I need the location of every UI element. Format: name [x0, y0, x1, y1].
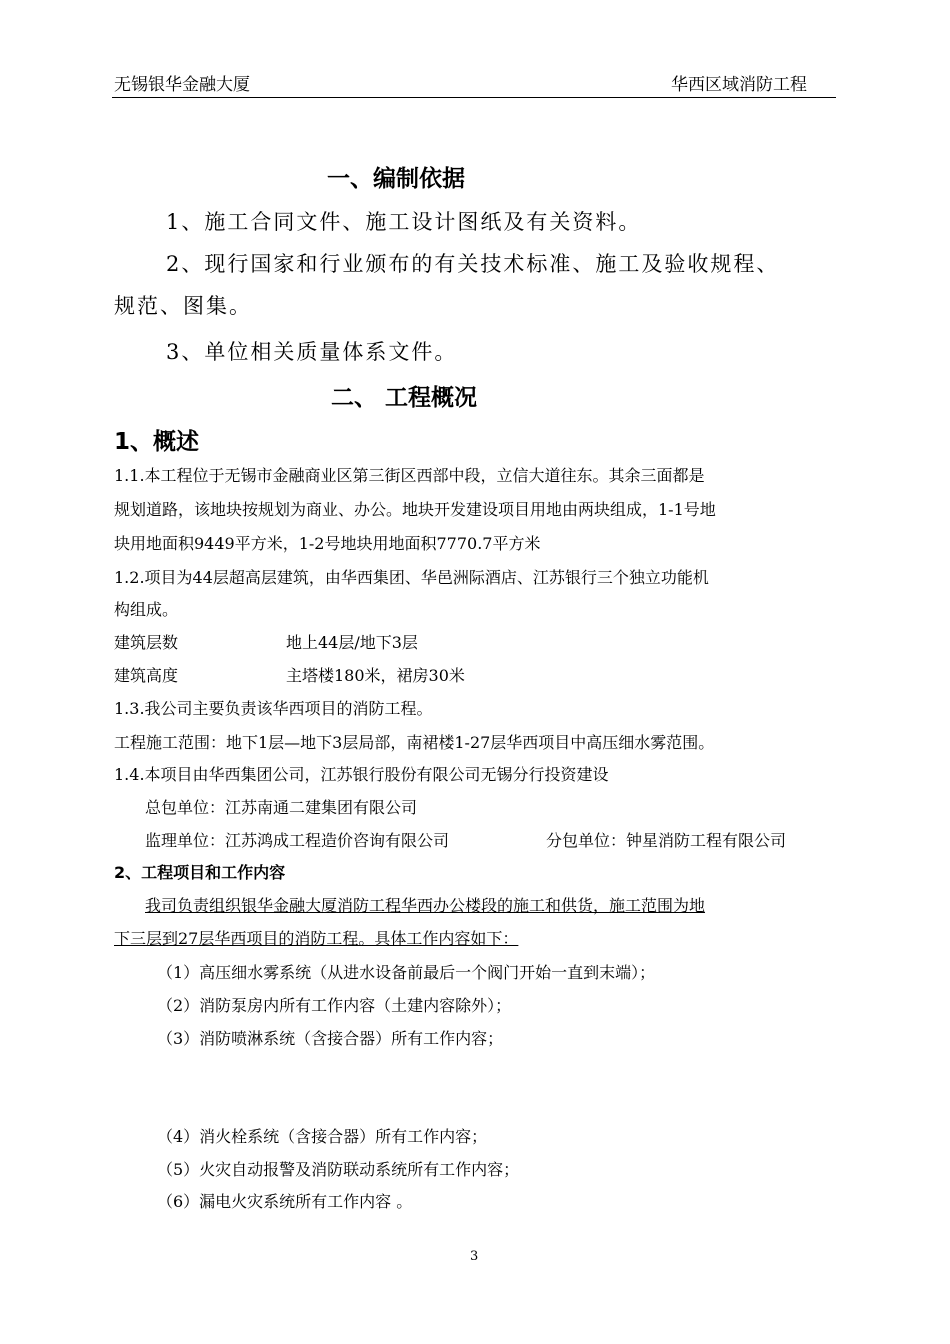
basis-item-3: 3、单位相关质量体系文件。 [166, 340, 458, 364]
work-intro-line2: 下三层到27层华西项目的消防工程。具体工作内容如下： [114, 929, 519, 948]
header-divider [112, 97, 836, 98]
work-intro-line1: 我司负责组织银华金融大厦消防工程华西办公楼段的施工和供货，施工范围为地 [145, 896, 706, 915]
para-1-4: 1.4.本项目由华西集团公司，江苏银行股份有限公司无锡分行投资建设 [114, 765, 609, 784]
floors-label: 建筑层数 [114, 633, 179, 652]
subcontractor: 分包单位：钟星消防工程有限公司 [546, 831, 787, 850]
height-value: 主塔楼180米，裙房30米 [286, 666, 465, 685]
work-item: （2）消防泵房内所有工作内容（土建内容除外）； [157, 996, 512, 1015]
para-1-3: 1.3.我公司主要负责该华西项目的消防工程。 [114, 699, 433, 718]
header-right: 华西区域消防工程 [671, 75, 807, 95]
section1-title: 一、编制依据 [327, 166, 465, 192]
general-contractor: 总包单位：江苏南通二建集团有限公司 [145, 798, 418, 817]
floors-value: 地上44层/地下3层 [286, 633, 418, 652]
page-number: 3 [470, 1249, 479, 1264]
overview-title: 1、概述 [114, 429, 200, 455]
height-label: 建筑高度 [114, 666, 179, 685]
supervisor: 监理单位：江苏鸿成工程造价咨询有限公司 [145, 831, 450, 850]
basis-item-1: 1、施工合同文件、施工设计图纸及有关资料。 [166, 210, 642, 234]
para-1-1-line3: 块用地面积9449平方米，1-2号地块用地面积7770.7平方米 [114, 534, 541, 553]
basis-item-2-line2: 规范、图集。 [114, 294, 252, 318]
para-1-2-line1: 1.2.项目为44层超高层建筑，由华西集团、华邑洲际酒店、江苏银行三个独立功能机 [114, 568, 709, 587]
section2-title: 二、 工程概况 [331, 385, 478, 411]
basis-item-2-line1: 2、现行国家和行业颁布的有关技术标准、施工及验收规程、 [166, 252, 780, 276]
work-content-title: 2、工程项目和工作内容 [114, 863, 286, 882]
work-item: （6）漏电火灾系统所有工作内容 。 [157, 1192, 413, 1211]
para-1-1-line1: 1.1.本工程位于无锡市金融商业区第三街区西部中段，立信大道往东。其余三面都是 [114, 466, 705, 485]
work-item: （1）高压细水雾系统（从进水设备前最后一个阀门开始一直到末端）； [157, 963, 656, 982]
work-item: （5）火灾自动报警及消防联动系统所有工作内容； [157, 1160, 520, 1179]
work-item: （3）消防喷淋系统（含接合器）所有工作内容； [157, 1029, 504, 1048]
work-item: （4）消火栓系统（含接合器）所有工作内容； [157, 1127, 488, 1146]
para-1-1-line2: 规划道路，该地块按规划为商业、办公。地块开发建设项目用地由两块组成，1-1号地 [114, 500, 716, 519]
construction-scope: 工程施工范围：地下1层—地下3层局部，南裙楼1-27层华西项目中高压细水雾范围。 [114, 733, 715, 752]
para-1-2-line2: 构组成。 [114, 600, 179, 619]
header-left: 无锡银华金融大厦 [114, 75, 250, 95]
